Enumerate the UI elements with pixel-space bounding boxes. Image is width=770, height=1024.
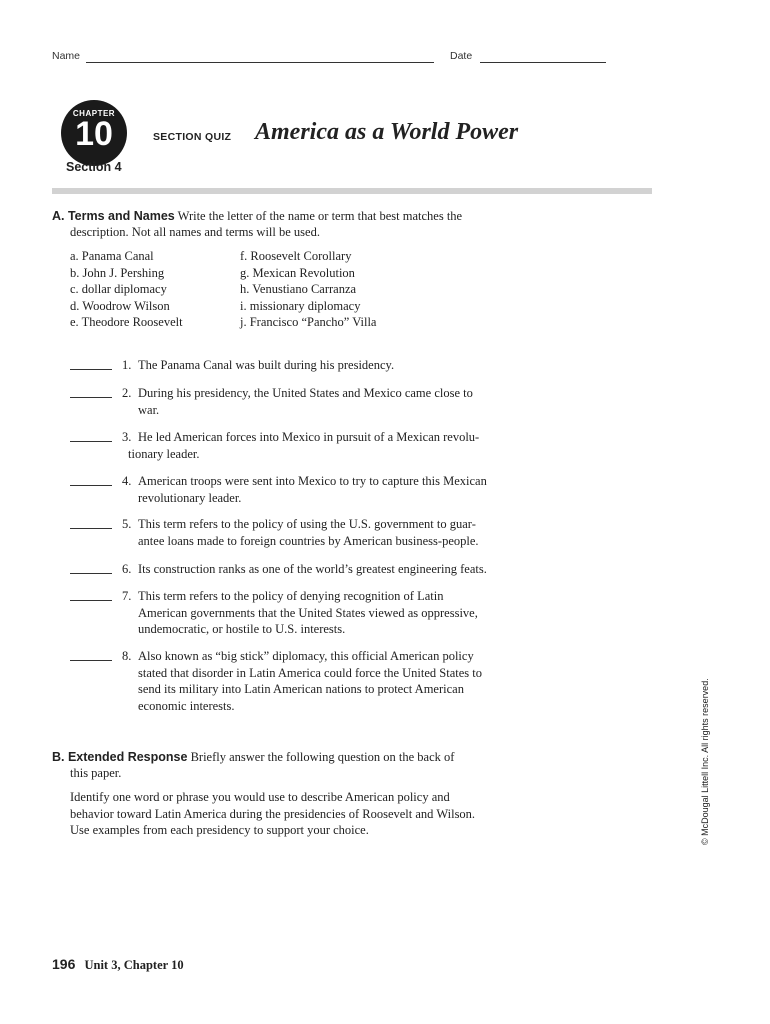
option-item: i. missionary diplomacy [240, 298, 361, 313]
name-field[interactable] [86, 62, 434, 63]
question-text: During his presidency, the United States and Mexico came close to [138, 386, 473, 400]
question-text: This term refers to the policy of using the U.S. government to guar- [138, 517, 476, 531]
part-b-instructions-1: Briefly answer the following question on the back of [190, 750, 455, 764]
name-label: Name [52, 50, 81, 62]
answer-blank[interactable] [70, 660, 112, 661]
question-text: antee loans made to foreign countries by American business-people. [138, 533, 479, 548]
answer-blank[interactable] [70, 369, 112, 370]
part-a-instructions-2: description. Not all names and terms will be used. [70, 225, 320, 239]
question-text: undemocratic, or hostile to U.S. interests. [138, 622, 346, 636]
footer-text: Unit 3, Chapter 10 [84, 958, 184, 972]
option-item: h. Venustiano Carranza [240, 282, 357, 296]
question-number: 5. [122, 517, 132, 531]
section-label: Section 4 [66, 160, 122, 174]
part-b-intro [52, 749, 612, 766]
copyright-notice: © McDougal Littell Inc. All rights reserved. [700, 678, 710, 845]
question-text: send its military into Latin American nations to protect American [138, 682, 464, 696]
prompt-line: behavior toward Latin America during the presidencies of Roosevelt and Wilson. [70, 806, 476, 821]
option-item: d. Woodrow Wilson [70, 298, 170, 313]
option-item: b. John J. Pershing [70, 265, 165, 280]
question-text: revolutionary leader. [138, 490, 242, 505]
question-text: The Panama Canal was built during his presidency. [138, 358, 395, 372]
page-number: 196 [52, 956, 76, 972]
chapter-number: 10 [75, 115, 113, 153]
page-footer [52, 956, 184, 973]
option-item: c. dollar diplomacy [70, 282, 167, 296]
question-number: 8. [122, 649, 132, 663]
part-a-intro [52, 208, 612, 225]
chapter-badge [61, 100, 127, 166]
page-title: America as a World Power [255, 119, 519, 145]
question-number: 1. [122, 358, 132, 372]
options-left [70, 248, 183, 331]
question-text: war. [138, 402, 160, 417]
question-text: American troops were sent into Mexico to try to capture this Mexican [138, 474, 487, 488]
question-text: economic interests. [138, 698, 235, 713]
part-a-instructions-1: Write the letter of the name or term that best matches the [177, 209, 463, 223]
question-text: American governments that the United States viewed as oppressive, [138, 605, 478, 620]
question-number: 2. [122, 386, 132, 400]
answer-blank[interactable] [70, 528, 112, 529]
part-b-instructions-2: this paper. [70, 766, 122, 780]
answer-blank[interactable] [70, 441, 112, 442]
question-text: This term refers to the policy of denying recognition of Latin [138, 589, 444, 603]
answer-blank[interactable] [70, 600, 112, 601]
question-text: tionary leader. [128, 446, 200, 461]
prompt-line: Identify one word or phrase you would use to describe American policy and [70, 790, 450, 804]
question-number: 3. [122, 430, 132, 444]
question-text: Also known as “big stick” diplomacy, this official American policy [138, 649, 474, 663]
question-number: 7. [122, 589, 132, 603]
part-b-heading: B. Extended Response [52, 750, 188, 764]
answer-blank[interactable] [70, 397, 112, 398]
option-item: j. Francisco “Pancho” Villa [240, 315, 377, 329]
quiz-label: SECTION QUIZ [153, 131, 232, 143]
prompt-line: Use examples from each presidency to support your choice. [70, 823, 369, 837]
option-item: f. Roosevelt Corollary [240, 249, 352, 263]
question-number: 6. [122, 562, 132, 576]
options-right [240, 248, 376, 331]
part-a-heading: A. Terms and Names [52, 209, 175, 223]
chapter-label: CHAPTER [72, 109, 116, 118]
answer-blank[interactable] [70, 485, 112, 486]
header-divider [52, 188, 652, 194]
question-number: 4. [122, 474, 132, 488]
option-item: a. Panama Canal [70, 249, 154, 263]
date-field[interactable] [480, 62, 606, 63]
option-item: g. Mexican Revolution [240, 265, 355, 280]
question-text: stated that disorder in Latin America could force the United States to [138, 665, 482, 680]
date-label: Date [450, 50, 473, 62]
part-b-prompt [70, 789, 550, 839]
answer-blank[interactable] [70, 573, 112, 574]
option-item: e. Theodore Roosevelt [70, 315, 183, 329]
question-text: Its construction ranks as one of the world’s greatest engineering feats. [138, 562, 487, 576]
question-text: He led American forces into Mexico in pursuit of a Mexican revolu- [138, 430, 480, 444]
